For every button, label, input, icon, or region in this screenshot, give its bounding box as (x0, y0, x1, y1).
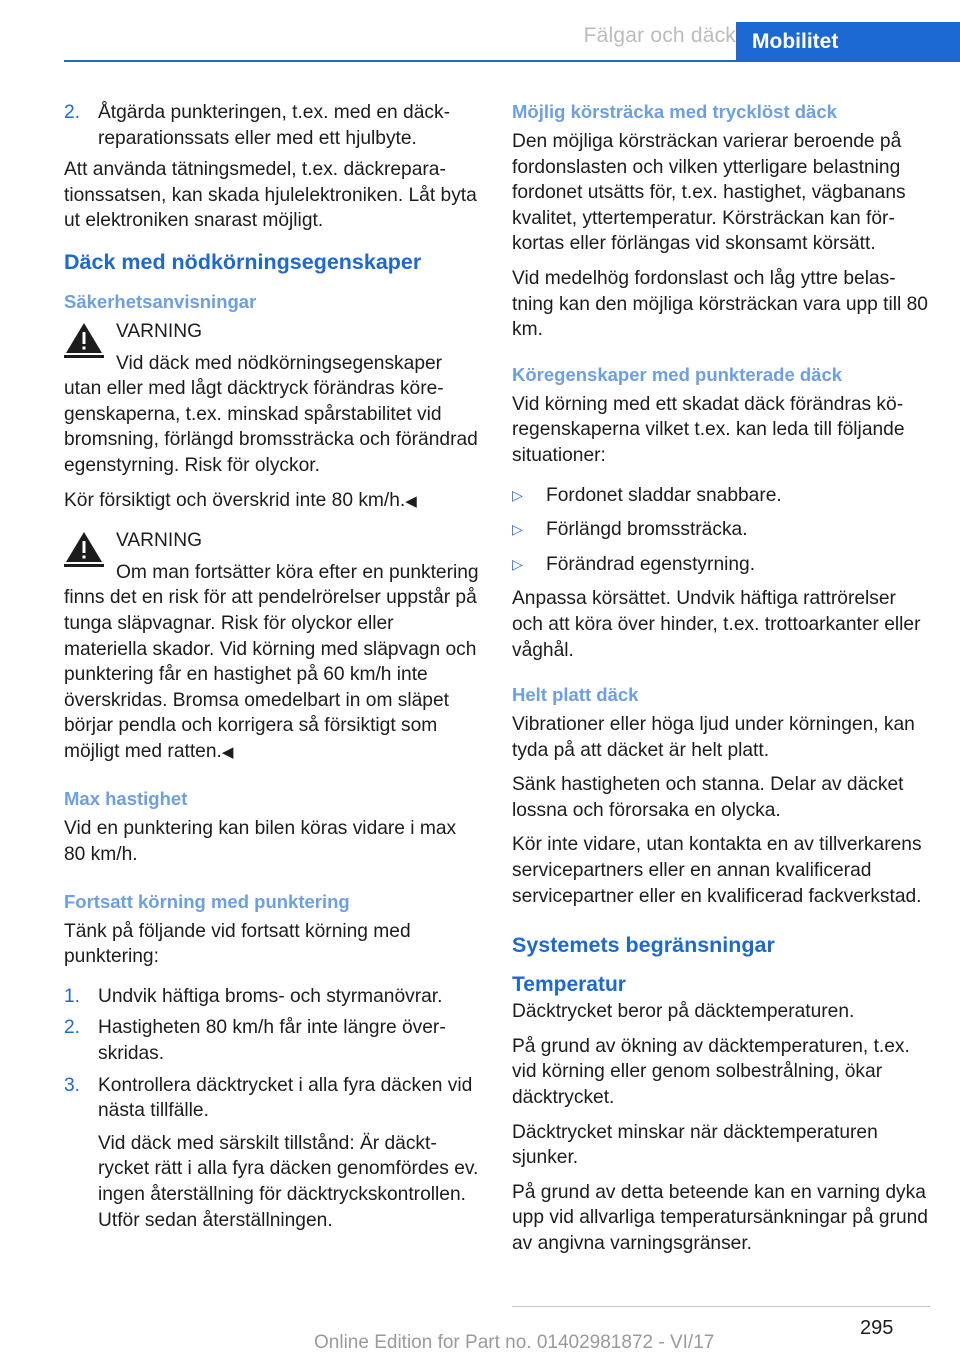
section-heading: Systemets begränsningar (512, 933, 775, 958)
list-text: Åtgärda punkteringen, t.ex. med en däckreparationssats eller med ett hjulbyte. (98, 102, 450, 149)
list-number: 2. (64, 102, 81, 123)
list-item (64, 984, 479, 1010)
left-column (64, 100, 479, 1246)
subheading: Temperatur (512, 973, 626, 997)
page-header (0, 0, 960, 62)
paragraph: På grund av ökning av däcktemperaturen, t.ex. vid körning eller genom solbestrålning, ökar däcktrycket. (512, 1035, 910, 1109)
list-text: Förändrad egenstyrning. (546, 553, 756, 575)
bullet-marker-icon: ▷ (512, 555, 523, 572)
list-text: Hastigheten 80 km/h får inte längre överskridas. (98, 1017, 446, 1065)
list-number: 3. (64, 1074, 81, 1096)
list-item (64, 1015, 479, 1066)
paragraph: Kör inte vidare, utan kontakta en av tillverkarens servicepartners eller en annan kvalificerad servicepartner eller en kvalificerad fackverkstad. (512, 834, 922, 907)
paragraph: Vid körning med ett skadat däck förändras köregenskaperna vilket t.ex. kan leda till följande situationer: (512, 393, 905, 466)
warning-block (64, 528, 479, 765)
paragraph: Sänk hastigheten och stanna. Delar av däcket lossna och förorsaka en olycka. (512, 774, 904, 821)
warning-triangle-icon (64, 319, 104, 359)
paragraph: Att använda tätningsmedel, t.ex. däckreparationssatsen, kan skada hjulelektroniken. Låt byta ut elektroniken snarast möjligt. (64, 159, 477, 232)
warning-text: Om man fortsätter köra efter en punktering finns det en risk för att pendelrörelser uppstår på tunga släpvagnar. Risk för olyckor eller materiella skador. Vid körning med släpvagn och punktering får en hastighet på 60 km/h inte överskridas. Bromsa omedelbart in om släpet börjar pendla och korrigera så försiktigt som möjligt med ratten.◀ (64, 561, 479, 762)
paragraph: Tänk på följande vid fortsatt körning med punktering: (64, 920, 411, 968)
end-marker: ◀ (221, 743, 234, 761)
paragraph: På grund av detta beteende kan en varning dyka upp vid allvarliga temperatursänkningar på grund av angivna varningsgränser. (512, 1181, 928, 1254)
paragraph: Vid medelhög fordonslast och låg yttre belastning kan den möjliga körsträckan vara upp till 80 km. (512, 267, 928, 341)
paragraph: Däcktrycket minskar när däcktemperaturen sjunker. (512, 1121, 878, 1169)
warning-title: VARNING (116, 530, 202, 552)
list-text: Kontrollera däcktrycket i alla fyra däcken vid nästa tillfälle. (98, 1074, 473, 1122)
warning-block (64, 319, 479, 514)
subheading: Möjlig körsträcka med trycklöst däck (512, 101, 837, 122)
paragraph: Vid en punktering kan bilen köras vidare i max 80 km/h. (64, 818, 457, 866)
header-rule (64, 60, 960, 62)
warning-text: Vid däck med nödkörningsegenskaper utan eller med lågt däcktryck förändras köregenskaperna, t.ex. minskad spårstabilitet vid bromsning, förlängd bromssträcka och förändrad egenstyrning. Risk för olyckor. (64, 352, 478, 476)
warning-title: VARNING (116, 320, 202, 342)
list-text: Undvik häftiga broms- och styrmanövrar. (98, 985, 443, 1007)
right-column (512, 100, 930, 1266)
list-item (64, 100, 479, 151)
subheading: Helt platt däck (512, 684, 639, 706)
list-number: 1. (64, 985, 81, 1007)
section-tab[interactable]: Fälgar och däck (583, 24, 736, 47)
edition-footer: Online Edition for Part no. 01402981872 - VI/17 (314, 1332, 715, 1353)
subheading: Max hastighet (64, 788, 188, 810)
footer-rule (512, 1306, 930, 1307)
list-text: Fordonet sladdar snabbare. (546, 484, 782, 506)
bullet-marker-icon: ▷ (512, 521, 523, 538)
page-number: 295 (860, 1317, 894, 1339)
list-number: 2. (64, 1017, 81, 1039)
subheading: Säkerhetsanvisningar (64, 290, 257, 312)
list-item (512, 552, 930, 578)
list-item (512, 517, 930, 543)
list-item (512, 483, 930, 509)
list-item (64, 1073, 479, 1241)
paragraph: Anpassa körsättet. Undvik häftiga rattrörelser och att köra över hinder, t.ex. trottoarkanter eller våghål. (512, 588, 921, 661)
paragraph: Däcktrycket beror på däcktemperaturen. (512, 1001, 855, 1023)
bullet-marker-icon: ▷ (512, 486, 523, 503)
list-extra-text: Vid däck med särskilt tillstånd: Är däcktrycket rätt i alla fyra däcken genomfördes ev. ingen återställning för däcktryckskontrollen. Utför sedan återställningen. (98, 1132, 479, 1231)
list-text: Förlängd bromssträcka. (546, 519, 748, 541)
paragraph: Den möjliga körsträckan varierar beroende på fordonslasten och vilken ytterligare belastning fordonet utsätts för, t.ex. hastighet, vägbanans kvalitet, yttertemperatur. Körsträckan kan förkortas eller förlängas vid skonsamt körsätt. (512, 131, 906, 255)
warning-triangle-icon (64, 528, 104, 568)
subheading: Fortsatt körning med punktering (64, 890, 350, 912)
section-heading: Däck med nödkörningsegenskaper (64, 249, 422, 274)
subheading: Köregenskaper med punkterade däck (512, 363, 843, 385)
paragraph: Vibrationer eller höga ljud under körningen, kan tyda på att däcket är helt platt. (512, 714, 915, 761)
end-marker: ◀ (405, 492, 417, 510)
chapter-tab[interactable]: Mobilitet (736, 22, 960, 62)
warning-end-text: Kör försiktigt och överskrid inte 80 km/h.◀ (64, 489, 417, 511)
